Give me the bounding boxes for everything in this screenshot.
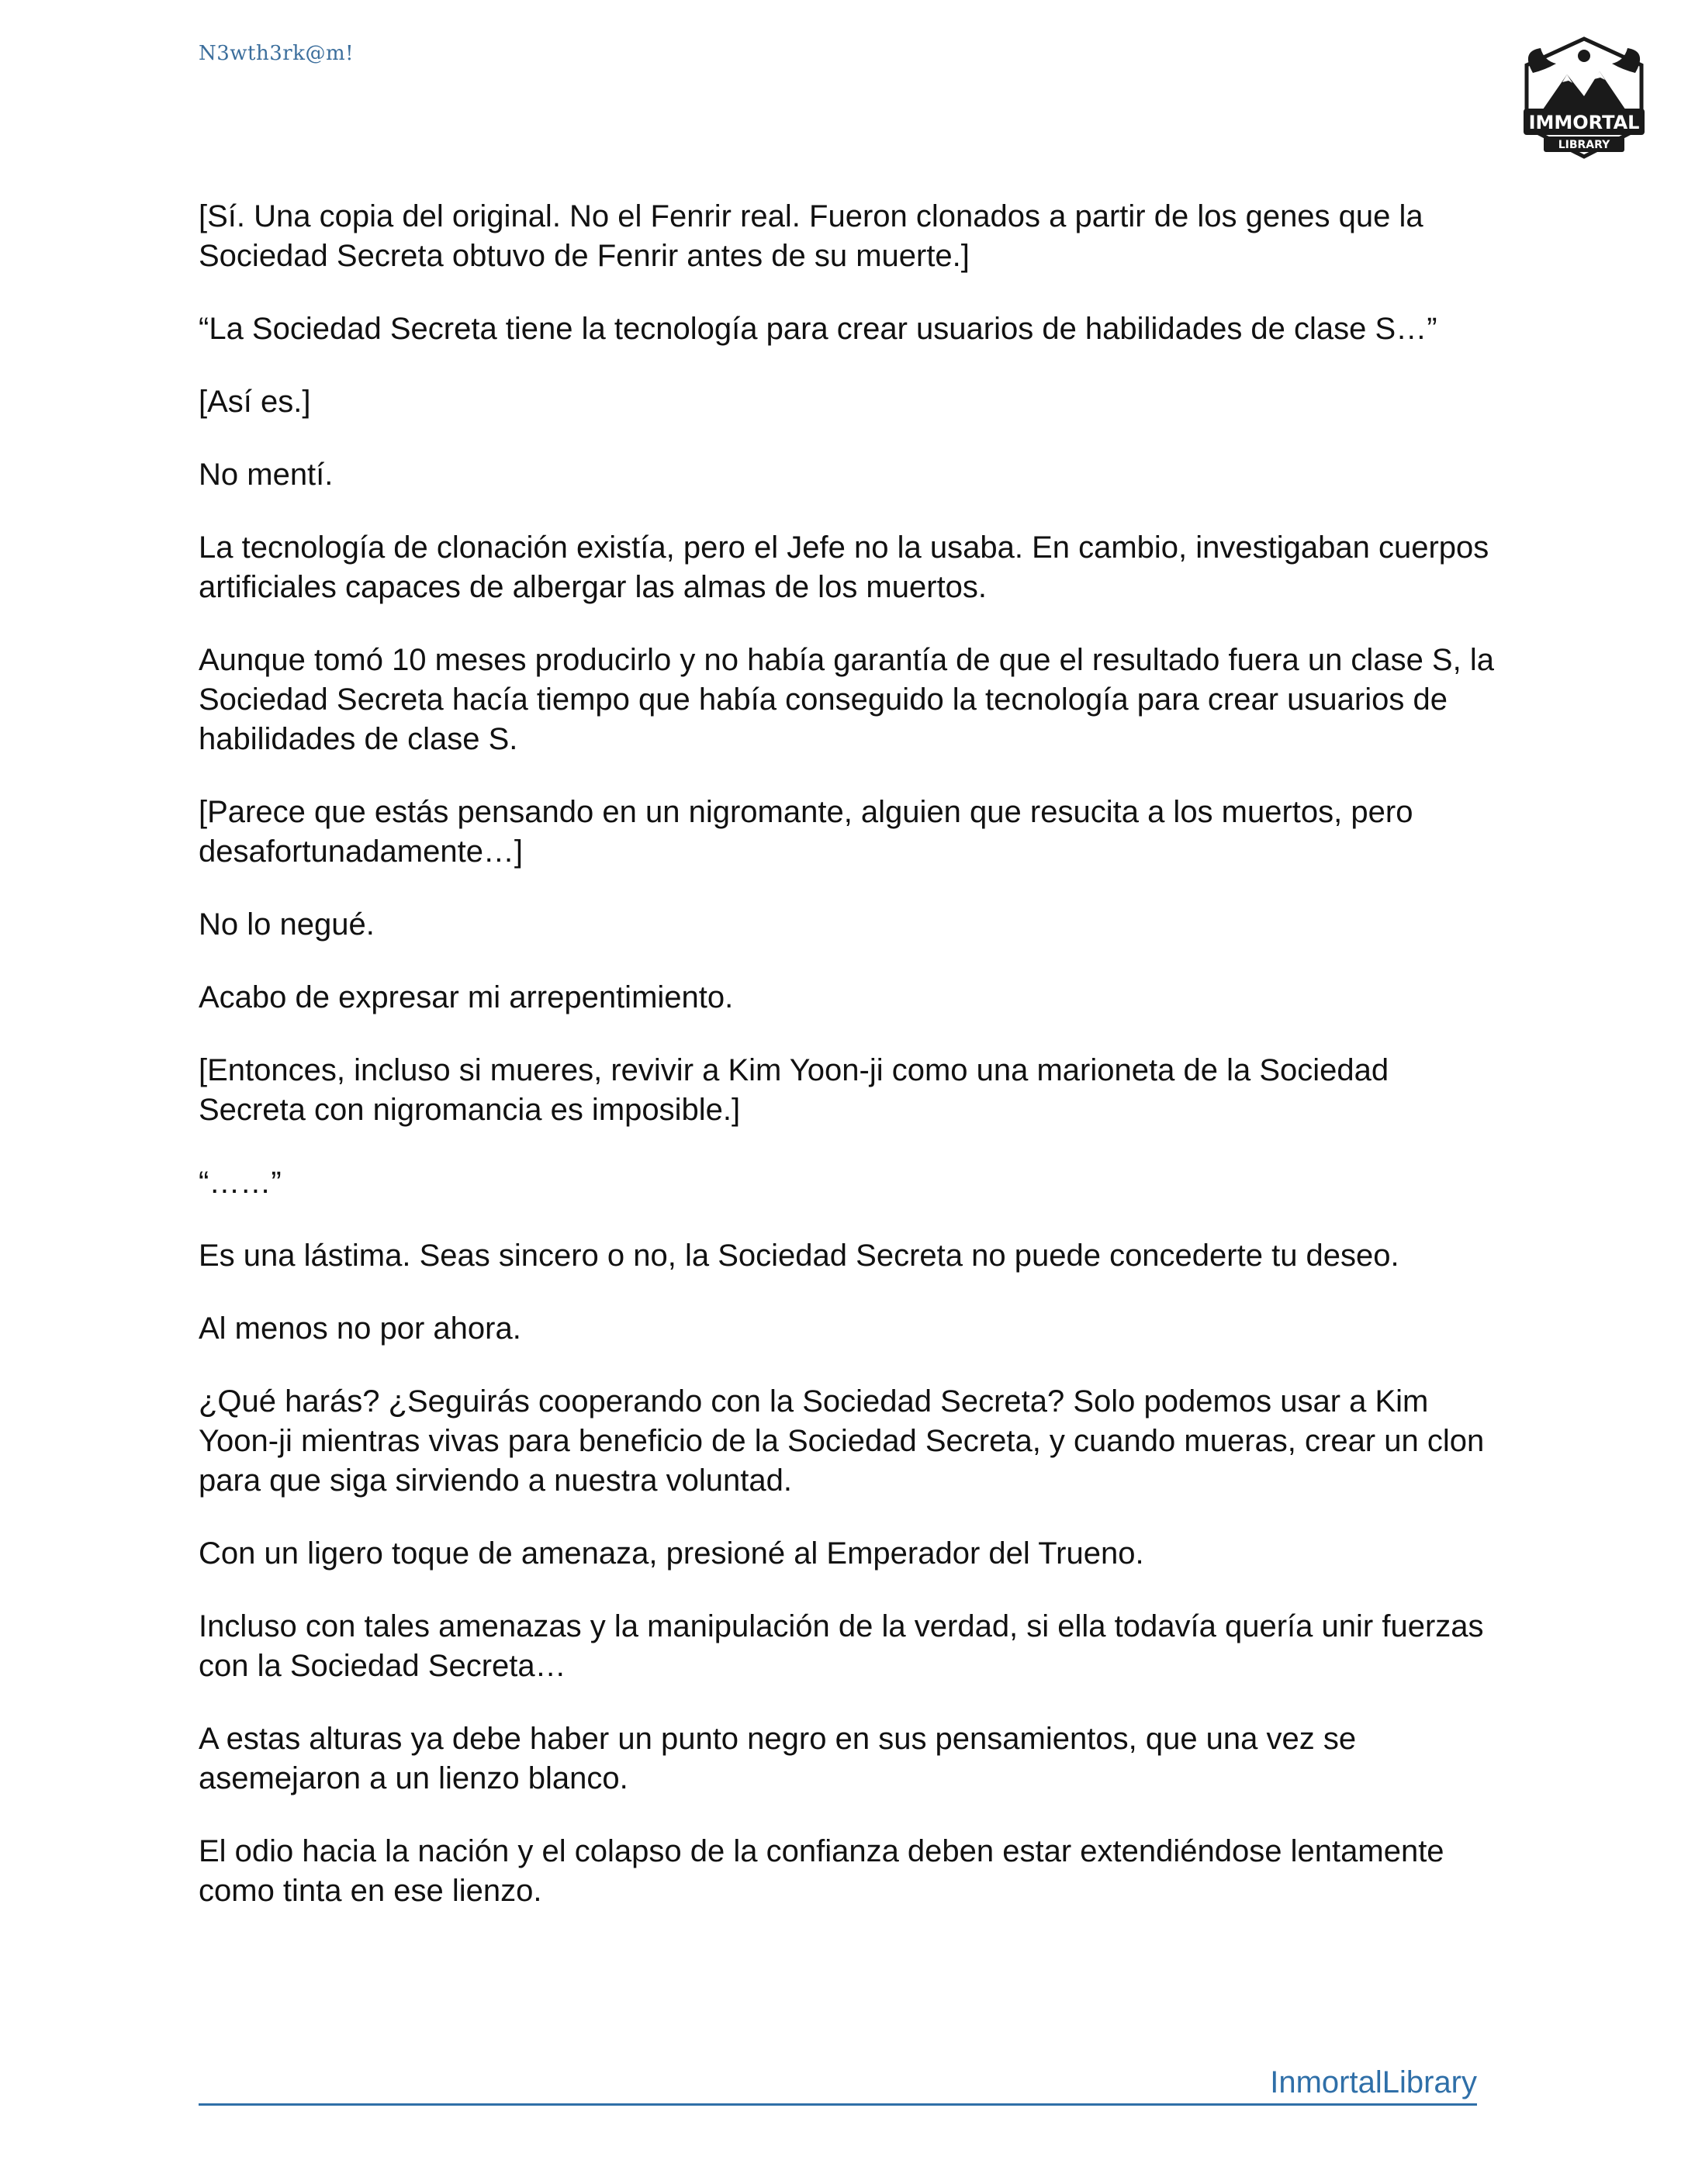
paragraph: [Parece que estás pensando en un nigromante, alguien que resucita a los muertos, pero desafortunadamente…] — [199, 795, 1413, 869]
logo-text-top: IMMORTAL — [1528, 112, 1640, 133]
paragraph: [Sí. Una copia del original. No el Fenrir real. Fueron clonados a partir de los genes que la Sociedad Secreta obtuvo de Fenrir antes de su muerte.] — [199, 199, 1423, 273]
paragraph: ¿Qué harás? ¿Seguirás cooperando con la Sociedad Secreta? Solo podemos usar a Kim Yoon-ji mientras vivas para beneficio de la Sociedad Secreta, y cuando mueras, crear un clon para que siga sirviendo a nuestra voluntad. — [199, 1384, 1485, 1498]
logo-text-bottom: LIBRARY — [1558, 139, 1610, 151]
paragraph: “La Sociedad Secreta tiene la tecnología para crear usuarios de habilidades de clase S…” — [199, 312, 1437, 346]
paragraph: Al menos no por ahora. — [199, 1311, 521, 1346]
paragraph: [Así es.] — [199, 385, 311, 419]
paragraph: Acabo de expresar mi arrepentimiento. — [199, 980, 734, 1014]
immortal-library-logo — [1513, 34, 1655, 161]
paragraph: “……” — [199, 1166, 282, 1200]
paragraph: Incluso con tales amenazas y la manipulación de la verdad, si ella todavía quería unir fuerzas con la Sociedad Secreta… — [199, 1609, 1484, 1683]
header-watermark: N3wth3rk@m! — [199, 42, 355, 65]
paragraph: El odio hacia la nación y el colapso de la confianza deben estar extendiéndose lentamente como tinta en ese lienzo. — [199, 1834, 1444, 1908]
paragraph: [Entonces, incluso si mueres, revivir a Kim Yoon-ji como una marioneta de la Sociedad Secreta con nigromancia es imposible.] — [199, 1053, 1389, 1127]
footer-link[interactable]: InmortalLibrary — [1270, 2065, 1477, 2099]
paragraph: Aunque tomó 10 meses producirlo y no había garantía de que el resultado fuera un clase S, la Sociedad Secreta hacía tiempo que había conseguido la tecnología para crear usuarios de habilidades de clase S. — [199, 643, 1494, 756]
document-body — [199, 197, 1494, 1944]
paragraph: No lo negué. — [199, 907, 375, 942]
paragraph: Con un ligero toque de amenaza, presioné al Emperador del Trueno. — [199, 1536, 1144, 1571]
paragraph: No mentí. — [199, 458, 334, 492]
footer-rule — [199, 2063, 1477, 2106]
paragraph: A estas alturas ya debe haber un punto negro en sus pensamientos, que una vez se asemejaron a un lienzo blanco. — [199, 1722, 1357, 1795]
paragraph: La tecnología de clonación existía, pero el Jefe no la usaba. En cambio, investigaban cuerpos artificiales capaces de albergar las almas de los muertos. — [199, 530, 1489, 604]
paragraph: Es una lástima. Seas sincero o no, la Sociedad Secreta no puede concederte tu deseo. — [199, 1239, 1399, 1273]
